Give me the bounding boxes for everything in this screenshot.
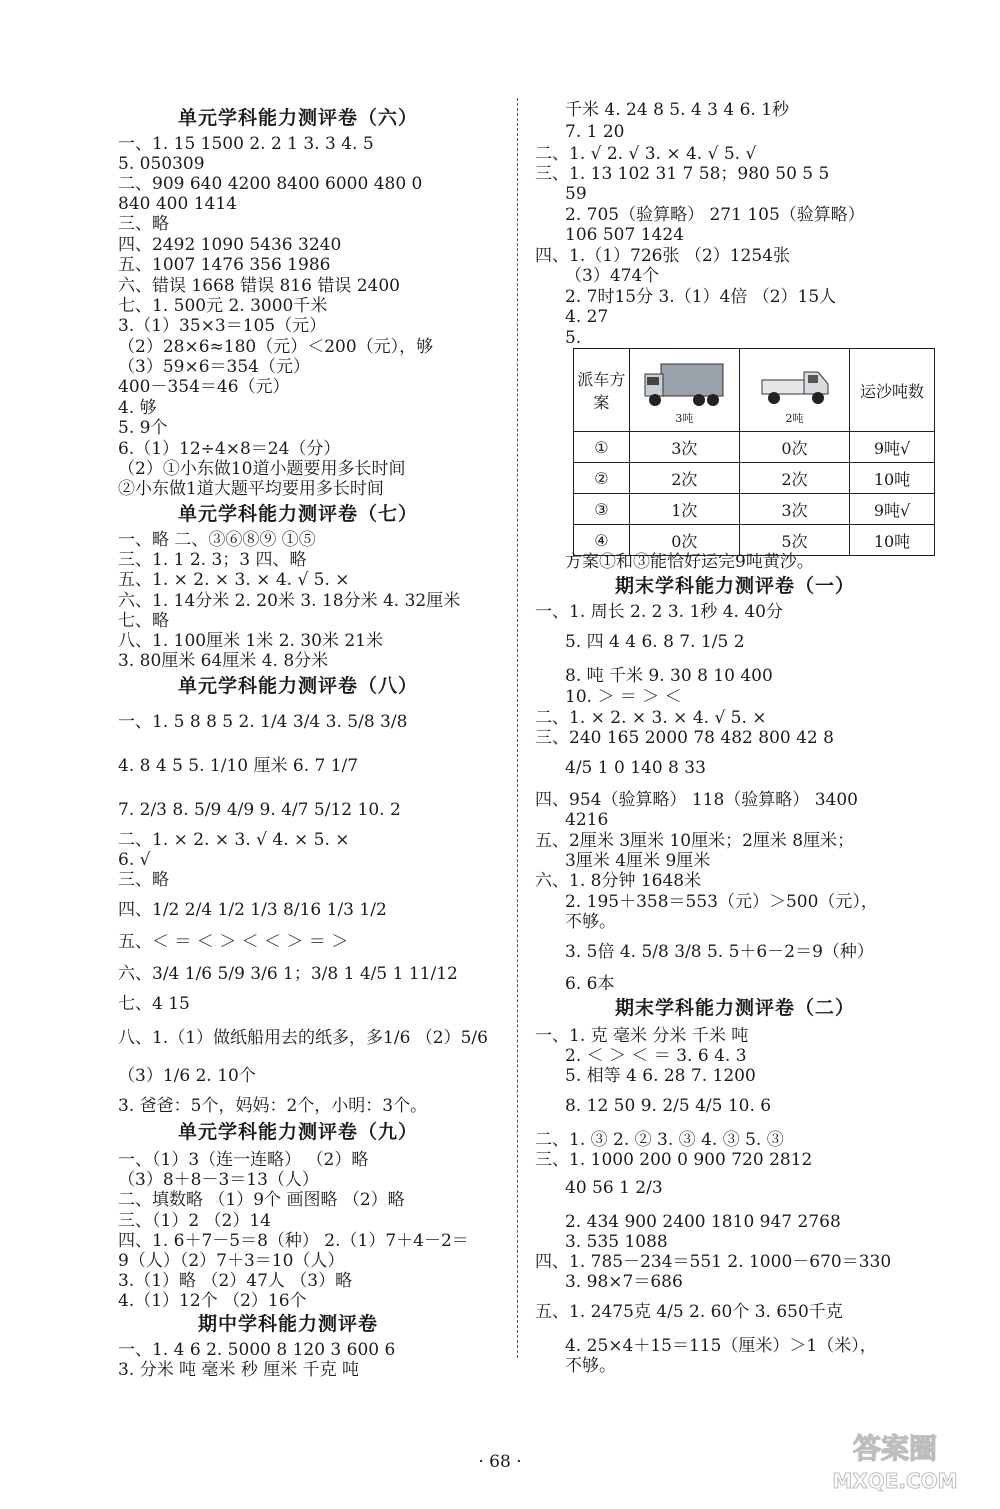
answer-line: 五、＜ ＝ ＜ ＞ ＜ ＜ ＞ ＝ ＞ bbox=[118, 932, 349, 952]
answer-line: 七、1. 500元 2. 3000千米 bbox=[118, 296, 328, 316]
section-heading: 单元学科能力测评卷（七） bbox=[178, 503, 419, 525]
answer-line: 四、1.（1）726张 （2）1254张 bbox=[535, 246, 790, 266]
answer-line: 二、1. ③ 2. ② 3. ③ 4. ③ 5. ③ bbox=[535, 1130, 784, 1150]
svg-text:答案圈: 答案圈 bbox=[852, 1432, 938, 1465]
answer-line: 不够。 bbox=[565, 1356, 616, 1376]
answer-line: 三、1. 1 2. 3；3 四、略 bbox=[118, 550, 307, 570]
answer-line: 3.（1）35×3＝105（元） bbox=[118, 316, 327, 336]
answer-line: 2. ＜ ＞ ＜ ＝ 3. 6 4. 3 bbox=[565, 1046, 747, 1066]
answer-line: （3）59×6＝354（元） bbox=[118, 357, 310, 377]
total-tons: 10吨 bbox=[850, 525, 935, 556]
answer-line: 四、954（验算略） 118（验算略） 3400 bbox=[535, 790, 858, 810]
answer-line: 2. 434 900 2400 1810 947 2768 bbox=[565, 1212, 841, 1232]
answer-line: 五、2厘米 3厘米 10厘米；2厘米 8厘米； bbox=[535, 831, 855, 851]
total-header-cell bbox=[850, 349, 935, 432]
table-row bbox=[574, 432, 935, 463]
answer-line: 三、（1）2 （2）14 bbox=[118, 1211, 271, 1231]
answer-line: 一、略 二、③⑥⑧⑨ ①⑤ bbox=[118, 530, 316, 550]
answer-line: 3. 535 1088 bbox=[565, 1232, 668, 1252]
column-divider bbox=[517, 98, 518, 1358]
answer-line: 五、1. × 2. × 3. × 4. √ 5. × bbox=[118, 570, 350, 590]
total-tons: 9吨√ bbox=[850, 494, 935, 525]
truck-3t-label: 3吨 bbox=[675, 412, 694, 425]
truck-3t-trips: 2次 bbox=[629, 463, 739, 494]
answer-line: 四、1. 6＋7－5＝8（种） 2.（1）7＋4－2＝ bbox=[118, 1231, 469, 1251]
answer-line: 6.（1）12÷4×8＝24（分） bbox=[118, 439, 341, 459]
answer-line: 不够。 bbox=[565, 912, 616, 932]
answer-line: 9（人）（2）7＋3＝10（人） bbox=[118, 1251, 345, 1271]
answer-line: （2）①小东做10道小题要用多长时间 bbox=[118, 459, 406, 479]
truck-2t-cell bbox=[739, 349, 849, 432]
answer-line: 400－354＝46（元） bbox=[118, 377, 290, 397]
truck-2t-trips: 2次 bbox=[739, 463, 849, 494]
answer-line: 二、1. × 2. × 3. √ 4. × 5. × bbox=[118, 830, 350, 850]
truck-3t-cell bbox=[629, 349, 739, 432]
answer-line: 一、1. 4 6 2. 5000 8 120 3 600 6 bbox=[118, 1340, 396, 1360]
large-truck-icon bbox=[641, 360, 727, 410]
answer-line: 8. 12 50 9. 2/5 4/5 10. 6 bbox=[565, 1096, 772, 1116]
truck-2t-trips: 0次 bbox=[739, 432, 849, 463]
answer-line: 4. 8 4 5 5. 1/10 厘米 6. 7 1/7 bbox=[118, 756, 359, 776]
answer-line: 5. 相等 4 6. 28 7. 1200 bbox=[565, 1066, 756, 1086]
answer-line: 二、1. × 2. × 3. × 4. √ 5. × bbox=[535, 708, 767, 728]
answer-line: 六、1. 8分钟 1648米 bbox=[535, 871, 702, 891]
answer-line: 4. 27 bbox=[565, 307, 609, 327]
answer-line: 3. 80厘米 64厘米 4. 8分米 bbox=[118, 651, 329, 671]
answer-line: 二、909 640 4200 8400 6000 480 0 bbox=[118, 174, 423, 194]
answer-line: 二、填数略 （1）9个 画图略 （2）略 bbox=[118, 1190, 405, 1210]
truck-3t-trips: 3次 bbox=[629, 432, 739, 463]
plan-number: ① bbox=[574, 432, 630, 463]
answer-line: 五、1. 2475克 4/5 2. 60个 3. 650千克 bbox=[535, 1302, 843, 1322]
answer-line: 5. 9个 bbox=[118, 418, 168, 438]
answer-line: 一、1. 周长 2. 2 3. 1秒 4. 40分 bbox=[535, 602, 783, 622]
answer-line: 6. 6本 bbox=[565, 974, 615, 994]
answer-line: 106 507 1424 bbox=[565, 225, 684, 245]
answer-line: 八、1. 100厘米 1米 2. 30米 21米 bbox=[118, 631, 383, 651]
section-heading: 单元学科能力测评卷（九） bbox=[178, 1121, 419, 1143]
total-tons: 9吨√ bbox=[850, 432, 935, 463]
plan-header-cell bbox=[574, 349, 630, 432]
truck-2t-label: 2吨 bbox=[785, 412, 804, 425]
answer-line: （3）8＋8－3＝13（人） bbox=[118, 1170, 319, 1190]
answer-line: 7. 2/3 8. 5/9 4/9 9. 4/7 5/12 10. 2 bbox=[118, 800, 401, 820]
answer-line: 三、1. 1000 200 0 900 720 2812 bbox=[535, 1150, 813, 1170]
answer-line: 六、错误 1668 错误 816 错误 2400 bbox=[118, 276, 400, 296]
answer-line: 2. 195＋358＝553（元）＞500（元）， bbox=[565, 892, 878, 912]
answer-line: 四、1. 785－234＝551 2. 1000－670＝330 bbox=[535, 1252, 892, 1272]
section-heading: 单元学科能力测评卷（八） bbox=[178, 675, 419, 697]
answer-line: 七、略 bbox=[118, 611, 169, 631]
answer-line: 3. 爸爸：5个，妈妈：2个，小明：3个。 bbox=[118, 1096, 428, 1116]
answer-line: 四、2492 1090 5436 3240 bbox=[118, 235, 342, 255]
answer-line: （2）28×6≈180（元）＜200（元），够 bbox=[118, 337, 434, 357]
plan-number: ④ bbox=[574, 525, 630, 556]
answer-line: 一、1. 15 1500 2. 2 1 3. 3 4. 5 bbox=[118, 134, 374, 154]
answer-line: 10. ＞ ＝ ＞ ＜ bbox=[565, 687, 682, 707]
truck-3t-trips: 0次 bbox=[629, 525, 739, 556]
dispatch-plan-table bbox=[573, 348, 935, 556]
answer-line: 五、1007 1476 356 1986 bbox=[118, 255, 331, 275]
answer-line: 4.（1）12个 （2）16个 bbox=[118, 1291, 307, 1311]
truck-2t-trips: 3次 bbox=[739, 494, 849, 525]
table-row bbox=[574, 525, 935, 556]
answer-line: 八、1.（1）做纸船用去的纸多，多1/6 （2）5/6 bbox=[118, 1028, 488, 1048]
answer-line: 二、1. √ 2. √ 3. × 4. √ 5. √ bbox=[535, 144, 757, 164]
answer-line: 3. 分米 吨 毫米 秒 厘米 千克 吨 bbox=[118, 1360, 360, 1380]
answer-line: 方案①和③能恰好运完9吨黄沙。 bbox=[565, 552, 814, 572]
section-heading: 期末学科能力测评卷（二） bbox=[615, 997, 856, 1019]
section-heading: 期末学科能力测评卷（一） bbox=[615, 575, 856, 597]
answer-line: 三、240 165 2000 78 482 800 42 8 bbox=[535, 728, 834, 748]
answer-line: 一、（1）3（连一连略） （2）略 bbox=[118, 1150, 369, 1170]
answer-line: ②小东做1道大题平均要用多长时间 bbox=[118, 479, 384, 499]
answer-line: 4. 够 bbox=[118, 398, 157, 418]
answer-line: 4/5 1 0 140 8 33 bbox=[565, 758, 706, 778]
answer-line: 三、略 bbox=[118, 214, 169, 234]
answer-line: 3. 98×7＝686 bbox=[565, 1272, 683, 1292]
answer-line: 7. 1 20 bbox=[565, 122, 625, 142]
total-header-text: 运沙吨数 bbox=[860, 381, 925, 401]
section-heading: 期中学科能力测评卷 bbox=[198, 1313, 379, 1335]
answer-line: 59 bbox=[565, 184, 587, 204]
answer-line: 5. 050309 bbox=[118, 154, 205, 174]
answer-line: 2. 705（验算略） 271 105（验算略） bbox=[565, 205, 865, 225]
section-heading: 单元学科能力测评卷（六） bbox=[178, 107, 419, 129]
answer-line: 六、1. 14分米 2. 20米 3. 18分米 4. 32厘米 bbox=[118, 591, 461, 611]
answer-line: 5. 四 4 4 6. 8 7. 1/5 2 bbox=[565, 632, 745, 652]
answer-line: 5. bbox=[565, 328, 582, 348]
plan-header-text: 派车方案 bbox=[577, 370, 626, 412]
table-row bbox=[574, 463, 935, 494]
plan-number: ② bbox=[574, 463, 630, 494]
small-truck-icon bbox=[754, 360, 834, 410]
answer-line: 6. √ bbox=[118, 850, 151, 870]
truck-3t-trips: 1次 bbox=[629, 494, 739, 525]
answer-line: 4. 25×4＋15＝115（厘米）＞1（米）， bbox=[565, 1336, 877, 1356]
answer-line: （3）1/6 2. 10个 bbox=[118, 1066, 256, 1086]
truck-2t-trips: 5次 bbox=[739, 525, 849, 556]
table-header-row bbox=[574, 349, 935, 432]
answer-line: 七、4 15 bbox=[118, 994, 190, 1014]
answer-line: 四、1/2 2/4 1/2 1/3 8/16 1/3 1/2 bbox=[118, 900, 387, 920]
answer-line: （3）474个 bbox=[565, 266, 660, 286]
answer-line: 4216 bbox=[565, 810, 609, 830]
answer-line: 三、略 bbox=[118, 870, 169, 890]
page-number: · 68 · bbox=[478, 1452, 522, 1472]
answer-line: 六、3/4 1/6 5/9 3/6 1；3/8 1 4/5 1 11/12 bbox=[118, 964, 458, 984]
plan-number: ③ bbox=[574, 494, 630, 525]
answer-line: 840 400 1414 bbox=[118, 194, 237, 214]
table-row bbox=[574, 494, 935, 525]
answer-line: 三、1. 13 102 31 7 58；980 50 5 5 bbox=[535, 164, 830, 184]
answer-line: 8. 吨 千米 9. 30 8 10 400 bbox=[565, 666, 773, 686]
answer-line: 3. 5倍 4. 5/8 3/8 5. 5＋6－2＝9（种） bbox=[565, 942, 874, 962]
watermark-logo bbox=[800, 1420, 990, 1500]
answer-line: 一、1. 克 毫米 分米 千米 吨 bbox=[535, 1026, 749, 1046]
answer-line: 2. 7时15分 3.（1）4倍 （2）15人 bbox=[565, 287, 837, 307]
answer-line: 一、1. 5 8 8 5 2. 1/4 3/4 3. 5/8 3/8 bbox=[118, 712, 408, 732]
total-tons: 10吨 bbox=[850, 463, 935, 494]
answer-line: 千米 4. 24 8 5. 4 3 4 6. 1秒 bbox=[565, 100, 790, 120]
answer-line: 3厘米 4厘米 9厘米 bbox=[565, 851, 711, 871]
answer-line: 3.（1）略 （2）47人 （3）略 bbox=[118, 1271, 353, 1291]
svg-text:MXQE.COM: MXQE.COM bbox=[832, 1469, 958, 1493]
answer-line: 40 56 1 2/3 bbox=[565, 1178, 663, 1198]
